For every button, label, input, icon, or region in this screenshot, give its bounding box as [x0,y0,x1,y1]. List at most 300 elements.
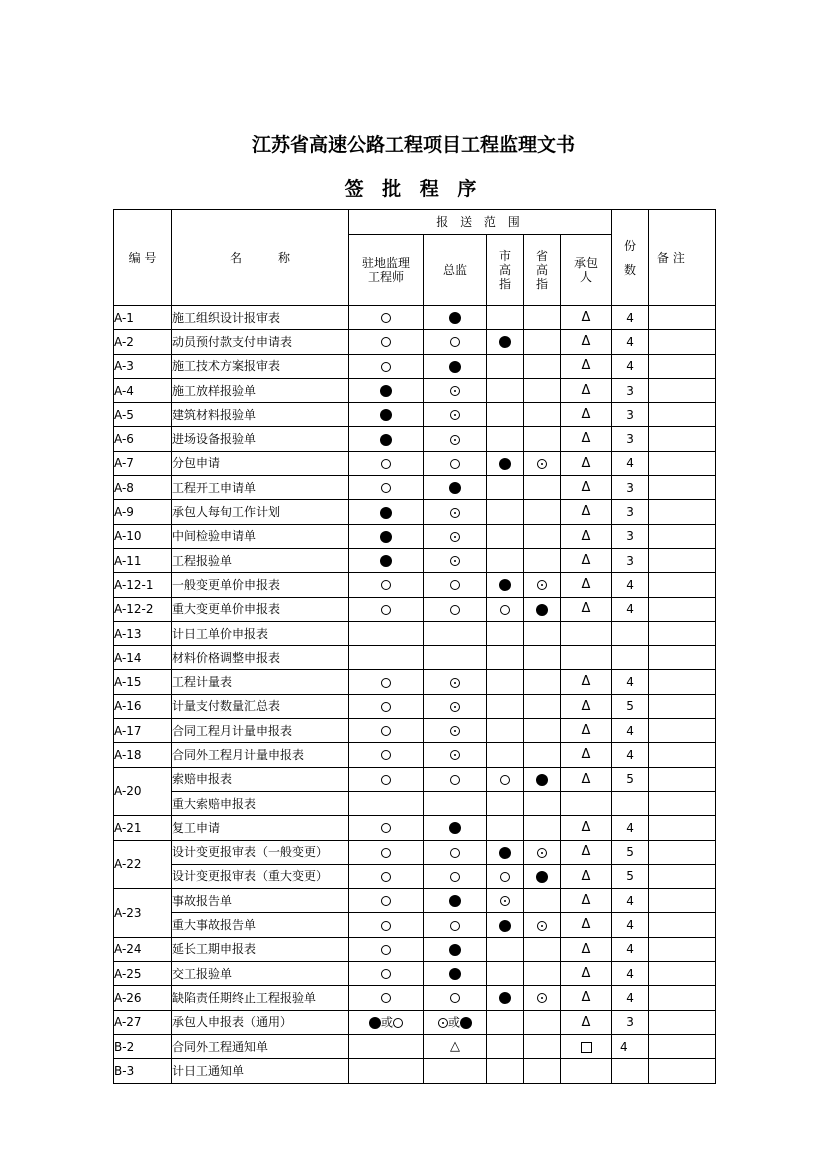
hollow-circle-icon [381,362,391,372]
row-copies: 3 [612,500,649,524]
delta-icon: Δ [581,965,591,981]
cell-province [524,816,561,840]
filled-circle-icon [380,409,392,421]
filled-circle-icon [380,434,392,446]
row-name: 重大索赔申报表 [172,791,349,815]
row-remarks [649,427,716,451]
table-row [114,330,716,354]
cell-province [524,864,561,888]
cell-resident [349,378,424,402]
row-name: 索赔申报表 [172,767,349,791]
hollow-circle-icon [450,605,460,615]
cell-province [524,621,561,645]
cell-city [487,1059,524,1083]
cell-resident [349,670,424,694]
cell-city [487,646,524,670]
row-copies [612,621,649,645]
hollow-circle-icon [381,483,391,493]
row-name: 重大事故报告单 [172,913,349,937]
cell-contractor [561,889,612,913]
hollow-circle-icon [381,313,391,323]
row-copies: 4 [612,889,649,913]
row-remarks [649,597,716,621]
table-row [114,670,716,694]
cell-contractor [561,743,612,767]
filled-circle-icon [499,579,511,591]
cell-city [487,1034,524,1058]
hollow-circle-icon [450,459,460,469]
row-copies: 3 [612,403,649,427]
row-remarks [649,378,716,402]
cell-contractor [561,791,612,815]
cell-city [487,427,524,451]
row-name: 材料价格调整申报表 [172,646,349,670]
row-remarks [649,719,716,743]
cell-contractor [561,1010,612,1034]
row-copies: 4 [612,743,649,767]
row-code: A-27 [114,1010,172,1034]
dotted-circle-icon [537,993,547,1003]
row-remarks [649,889,716,913]
cell-resident [349,986,424,1010]
delta-icon: Δ [581,1014,591,1030]
filled-circle-icon [499,920,511,932]
cell-contractor [561,986,612,1010]
square-icon [581,1042,592,1053]
cell-city [487,500,524,524]
delta-icon: Δ [581,601,591,617]
row-name: 合同外工程通知单 [172,1034,349,1058]
delta-icon: Δ [581,407,591,423]
row-copies: 3 [612,548,649,572]
cell-resident [349,306,424,330]
row-remarks [649,816,716,840]
table-row [114,378,716,402]
table-row [114,694,716,718]
filled-circle-icon [536,604,548,616]
cell-contractor [561,451,612,475]
dotted-circle-icon [450,556,460,566]
cell-contractor [561,500,612,524]
row-copies: 4 [612,1034,649,1058]
cell-resident [349,573,424,597]
table-row [114,986,716,1010]
row-remarks [649,743,716,767]
row-name: 计量支付数量汇总表 [172,694,349,718]
table-row [114,719,716,743]
delta-icon: Δ [581,941,591,957]
cell-province [524,476,561,500]
hollow-circle-icon [381,823,391,833]
cell-chief [424,864,487,888]
cell-resident [349,864,424,888]
delta-icon: Δ [581,674,591,690]
dotted-circle-icon [450,750,460,760]
cell-chief [424,1010,487,1034]
row-copies: 4 [612,937,649,961]
cell-resident [349,889,424,913]
cell-province [524,597,561,621]
cell-chief [424,306,487,330]
approval-procedure-table [113,209,716,1084]
row-copies: 4 [612,913,649,937]
row-code: B-2 [114,1034,172,1058]
row-code: A-23 [114,889,172,938]
cell-resident [349,1034,424,1058]
cell-city [487,403,524,427]
row-code: A-11 [114,548,172,572]
filled-circle-icon [380,531,392,543]
row-remarks [649,1059,716,1083]
table-row [114,816,716,840]
table-row [114,864,716,888]
row-name: 复工申请 [172,816,349,840]
delta-icon: Δ [581,504,591,520]
header-copies: 份数 [612,210,649,306]
filled-circle-icon [380,507,392,519]
cell-resident [349,913,424,937]
hollow-circle-icon [450,921,460,931]
or-word: 或 [380,1015,393,1030]
cell-chief [424,451,487,475]
cell-resident [349,330,424,354]
header-name: 名 称 [172,210,349,306]
row-code: A-6 [114,427,172,451]
cell-city [487,354,524,378]
filled-circle-icon [499,458,511,470]
table-body [114,306,716,1084]
row-name: 合同外工程月计量申报表 [172,743,349,767]
row-code: A-12-1 [114,573,172,597]
cell-province [524,1010,561,1034]
cell-province [524,646,561,670]
row-code: A-26 [114,986,172,1010]
hollow-circle-icon [381,678,391,688]
dotted-circle-icon [537,921,547,931]
header-remarks: 备 注 [649,210,716,306]
cell-contractor [561,306,612,330]
cell-chief [424,646,487,670]
dotted-circle-icon [450,508,460,518]
dotted-circle-icon [450,702,460,712]
row-name: 施工组织设计报审表 [172,306,349,330]
hollow-circle-icon [450,872,460,882]
cell-contractor [561,354,612,378]
filled-circle-icon [380,555,392,567]
cell-contractor [561,573,612,597]
filled-circle-icon [460,1017,472,1029]
hollow-circle-icon [381,726,391,736]
cell-chief [424,791,487,815]
table-row [114,621,716,645]
cell-resident [349,548,424,572]
cell-resident [349,403,424,427]
cell-chief [424,719,487,743]
row-remarks [649,1010,716,1034]
filled-circle-icon [369,1017,381,1029]
row-code: A-15 [114,670,172,694]
row-name: 施工技术方案报审表 [172,354,349,378]
cell-city [487,597,524,621]
filled-circle-icon [449,822,461,834]
cell-city [487,306,524,330]
row-copies: 3 [612,378,649,402]
row-name: 工程报验单 [172,548,349,572]
row-copies: 4 [612,962,649,986]
row-code: A-14 [114,646,172,670]
or-word: 或 [447,1015,460,1030]
cell-province [524,840,561,864]
header-code: 编 号 [114,210,172,306]
row-code: A-18 [114,743,172,767]
row-name: 计日工通知单 [172,1059,349,1083]
cell-contractor [561,694,612,718]
filled-circle-icon [449,895,461,907]
cell-contractor [561,621,612,645]
filled-circle-icon [380,385,392,397]
header-chief-supervisor: 总监 [424,235,487,306]
cell-province [524,427,561,451]
header-contractor: 承包人 [561,235,612,306]
cell-contractor [561,548,612,572]
row-remarks [649,986,716,1010]
delta-icon: Δ [581,698,591,714]
cell-city [487,330,524,354]
dotted-circle-icon [450,726,460,736]
cell-province [524,791,561,815]
row-remarks [649,962,716,986]
cell-province [524,889,561,913]
cell-resident [349,1010,424,1034]
row-code: A-24 [114,937,172,961]
hollow-circle-icon [381,848,391,858]
row-copies: 5 [612,840,649,864]
row-copies: 3 [612,1010,649,1034]
cell-contractor [561,840,612,864]
cell-province [524,524,561,548]
filled-circle-icon [536,774,548,786]
cell-resident [349,694,424,718]
row-remarks [649,451,716,475]
cell-city [487,962,524,986]
cell-city [487,621,524,645]
cell-province [524,719,561,743]
row-code: A-3 [114,354,172,378]
row-remarks [649,403,716,427]
delta-icon: Δ [581,552,591,568]
cell-city [487,694,524,718]
cell-chief [424,621,487,645]
cell-city [487,840,524,864]
cell-chief [424,913,487,937]
row-copies: 4 [612,670,649,694]
hollow-circle-icon [381,580,391,590]
cell-city [487,791,524,815]
dotted-circle-icon [450,410,460,420]
row-name: 重大变更单价申报表 [172,597,349,621]
cell-province [524,913,561,937]
cell-chief [424,500,487,524]
cell-city [487,743,524,767]
cell-chief [424,840,487,864]
dotted-circle-icon [537,580,547,590]
delta-icon: Δ [581,844,591,860]
row-name: 延长工期申报表 [172,937,349,961]
row-name: 缺陷责任期终止工程报验单 [172,986,349,1010]
row-copies: 3 [612,427,649,451]
cell-city [487,548,524,572]
delta-icon: Δ [581,528,591,544]
delta-icon: Δ [581,455,591,471]
hollow-circle-icon [381,750,391,760]
hollow-circle-icon [381,993,391,1003]
row-name: 设计变更报审表（重大变更） [172,864,349,888]
cell-chief [424,986,487,1010]
triangle-icon: △ [450,1038,460,1054]
cell-chief [424,1034,487,1058]
table-row [114,962,716,986]
table-row [114,524,716,548]
hollow-circle-icon [381,337,391,347]
dotted-circle-icon [450,678,460,688]
cell-contractor [561,864,612,888]
cell-chief [424,670,487,694]
cell-city [487,816,524,840]
row-remarks [649,791,716,815]
header-province-command: 省高指 [524,235,561,306]
row-name: 承包人每旬工作计划 [172,500,349,524]
row-copies: 5 [612,864,649,888]
dotted-circle-icon [450,532,460,542]
table-row [114,913,716,937]
cell-chief [424,403,487,427]
cell-province [524,986,561,1010]
cell-contractor [561,719,612,743]
row-remarks [649,670,716,694]
table-row [114,889,716,913]
dotted-circle-icon [450,435,460,445]
row-copies: 5 [612,694,649,718]
row-remarks [649,306,716,330]
row-remarks [649,646,716,670]
row-name: 工程开工申请单 [172,476,349,500]
row-code: A-4 [114,378,172,402]
row-copies: 4 [612,597,649,621]
hollow-circle-icon [450,775,460,785]
delta-icon: Δ [581,479,591,495]
cell-province [524,1059,561,1083]
delta-icon: Δ [581,990,591,1006]
table-row [114,451,716,475]
table-row [114,354,716,378]
cell-city [487,378,524,402]
cell-chief [424,330,487,354]
row-copies: 4 [612,719,649,743]
row-remarks [649,573,716,597]
hollow-circle-icon [500,872,510,882]
delta-icon: Δ [581,917,591,933]
row-name: 一般变更单价申报表 [172,573,349,597]
filled-circle-icon [499,992,511,1004]
filled-circle-icon [536,871,548,883]
cell-resident [349,1059,424,1083]
row-name: 交工报验单 [172,962,349,986]
cell-chief [424,354,487,378]
row-remarks [649,524,716,548]
cell-province [524,937,561,961]
cell-contractor [561,427,612,451]
hollow-circle-icon [450,580,460,590]
hollow-circle-icon [500,605,510,615]
filled-circle-icon [449,482,461,494]
row-remarks [649,354,716,378]
cell-province [524,403,561,427]
row-name: 进场设备报验单 [172,427,349,451]
cell-chief [424,767,487,791]
cell-province [524,694,561,718]
cell-city [487,767,524,791]
table-row [114,840,716,864]
table-row [114,427,716,451]
row-copies: 4 [612,451,649,475]
row-remarks [649,767,716,791]
cell-resident [349,354,424,378]
cell-province [524,500,561,524]
row-code: A-7 [114,451,172,475]
row-name: 动员预付款支付申请表 [172,330,349,354]
cell-resident [349,476,424,500]
cell-resident [349,451,424,475]
cell-contractor [561,913,612,937]
cell-province [524,743,561,767]
cell-province [524,378,561,402]
row-code: A-22 [114,840,172,889]
hollow-circle-icon [381,921,391,931]
row-code: B-3 [114,1059,172,1083]
cell-contractor [561,962,612,986]
table-row [114,1059,716,1083]
row-code: A-21 [114,816,172,840]
cell-city [487,573,524,597]
table-row [114,403,716,427]
table-row [114,573,716,597]
row-name: 施工放样报验单 [172,378,349,402]
row-copies: 4 [612,573,649,597]
row-code: A-13 [114,621,172,645]
table-row [114,500,716,524]
cell-city [487,986,524,1010]
cell-city [487,864,524,888]
cell-contractor [561,330,612,354]
header-distribution-scope: 报 送 范 围 [349,210,612,235]
row-code: A-25 [114,962,172,986]
cell-contractor [561,937,612,961]
cell-resident [349,816,424,840]
row-code: A-12-2 [114,597,172,621]
cell-chief [424,573,487,597]
cell-chief [424,937,487,961]
table-row [114,743,716,767]
hollow-circle-icon [381,872,391,882]
cell-province [524,354,561,378]
cell-province [524,548,561,572]
cell-resident [349,621,424,645]
cell-resident [349,937,424,961]
row-name: 建筑材料报验单 [172,403,349,427]
row-remarks [649,937,716,961]
row-copies: 4 [612,330,649,354]
delta-icon: Δ [581,334,591,350]
